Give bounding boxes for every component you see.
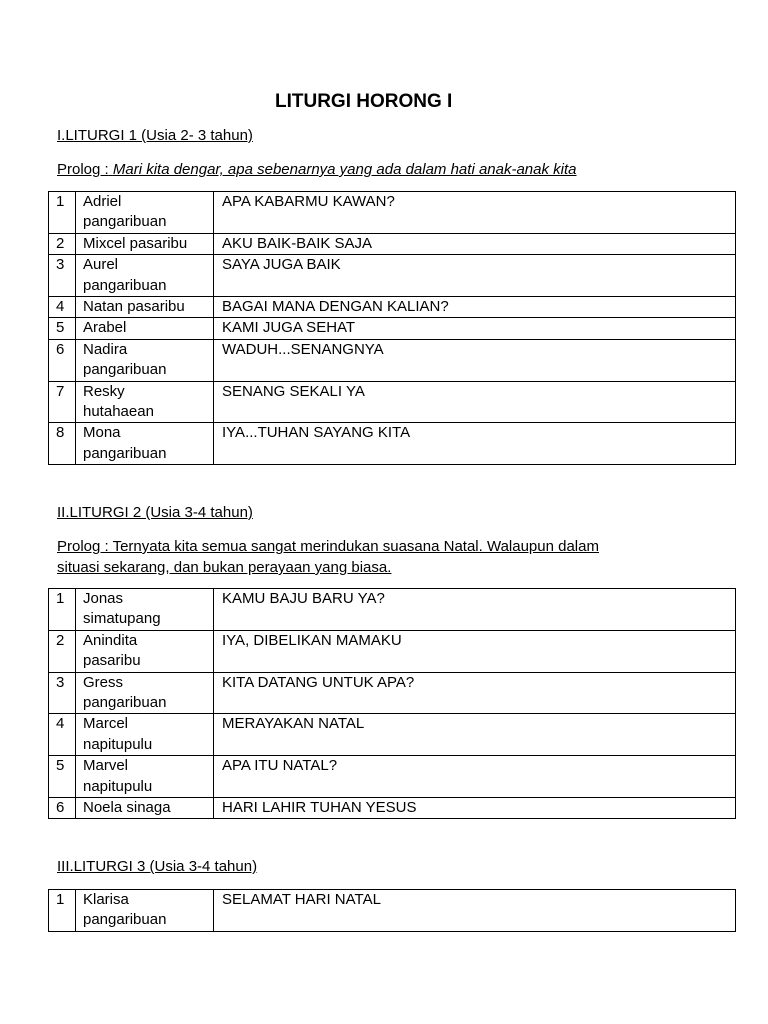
dialogue-table-1 (48, 191, 736, 465)
prolog-text: Mari kita dengar, apa sebenarnya yang ada dalam hati anak-anak kita (112, 161, 577, 178)
dialogue-table-2 (48, 588, 736, 819)
row-number: 3 (49, 255, 76, 297)
dialogue-line: SENANG SEKALI YA (214, 381, 736, 423)
speaker-name: Nadira pangaribuan (83, 340, 167, 379)
prolog-label: Prolog : (57, 161, 109, 178)
table-row (49, 255, 736, 297)
table-row (49, 890, 736, 932)
row-number: 3 (49, 672, 76, 714)
speaker-name: Jonas simatupang (83, 590, 161, 628)
table-row (49, 756, 736, 798)
dialogue-line: BAGAI MANA DENGAN KALIAN? (214, 297, 736, 318)
speaker-name: Noela sinaga (83, 799, 171, 817)
table-row (49, 589, 736, 631)
table-row (49, 630, 736, 672)
row-number: 4 (49, 714, 76, 756)
row-number: 4 (49, 297, 76, 318)
speaker-name: Mixcel pasaribu (83, 234, 188, 252)
table-row (49, 339, 736, 381)
row-number: 8 (49, 423, 76, 465)
row-number: 1 (49, 890, 76, 932)
document-title: LITURGI HORONG I (275, 91, 453, 112)
row-number: 6 (49, 339, 76, 381)
speaker-name: Marvel napitupulu (83, 757, 153, 795)
prolog-line: situasi sekarang, dan bukan perayaan yang biasa. (57, 559, 392, 576)
prolog-line: Prolog : Ternyata kita semua sangat merindukan suasana Natal. Walaupun dalam (57, 538, 599, 555)
row-number: 2 (49, 233, 76, 254)
row-number: 1 (49, 589, 76, 631)
dialogue-line: APA KABARMU KAWAN? (214, 192, 736, 234)
speaker-name: Klarisa pangaribuan (83, 891, 167, 929)
table-row (49, 672, 736, 714)
table-row (49, 798, 736, 819)
table-row (49, 192, 736, 234)
table-row (49, 297, 736, 318)
table-row (49, 318, 736, 339)
table-row (49, 233, 736, 254)
dialogue-line: HARI LAHIR TUHAN YESUS (214, 798, 736, 819)
dialogue-line: KITA DATANG UNTUK APA? (214, 672, 736, 714)
dialogue-line: KAMU BAJU BARU YA? (214, 589, 736, 631)
speaker-name: Adriel pangaribuan (83, 193, 167, 231)
speaker-name: Arabel (83, 319, 127, 337)
row-number: 6 (49, 798, 76, 819)
section-2-heading: II.LITURGI 2 (Usia 3-4 tahun) (57, 504, 253, 521)
speaker-name: Mona pangaribuan (83, 424, 167, 462)
dialogue-line: IYA...TUHAN SAYANG KITA (214, 423, 736, 465)
section-1-heading: I.LITURGI 1 (Usia 2- 3 tahun) (57, 127, 253, 144)
section-2-prolog (57, 536, 599, 578)
dialogue-table-3 (48, 889, 736, 932)
table-row (49, 381, 736, 423)
speaker-name: Resky hutahaean (83, 382, 154, 421)
dialogue-line: WADUH...SENANGNYA (214, 339, 736, 381)
row-number: 2 (49, 630, 76, 672)
speaker-name: Aurel pangaribuan (83, 256, 167, 294)
dialogue-line: MERAYAKAN NATAL (214, 714, 736, 756)
speaker-name: Gress pangaribuan (83, 673, 167, 712)
speaker-name: Natan pasaribu (83, 298, 185, 316)
dialogue-line: SAYA JUGA BAIK (214, 255, 736, 297)
row-number: 5 (49, 318, 76, 339)
dialogue-line: SELAMAT HARI NATAL (214, 890, 736, 932)
table-row (49, 423, 736, 465)
row-number: 7 (49, 381, 76, 423)
dialogue-line: KAMI JUGA SEHAT (214, 318, 736, 339)
dialogue-line: APA ITU NATAL? (214, 756, 736, 798)
section-1-prolog (57, 159, 577, 180)
dialogue-line: IYA, DIBELIKAN MAMAKU (214, 630, 736, 672)
dialogue-line: AKU BAIK-BAIK SAJA (214, 233, 736, 254)
speaker-name: Anindita pasaribu (83, 631, 141, 670)
row-number: 5 (49, 756, 76, 798)
speaker-name: Marcel napitupulu (83, 715, 153, 753)
table-row (49, 714, 736, 756)
row-number: 1 (49, 192, 76, 234)
section-3-heading: III.LITURGI 3 (Usia 3-4 tahun) (57, 858, 258, 875)
